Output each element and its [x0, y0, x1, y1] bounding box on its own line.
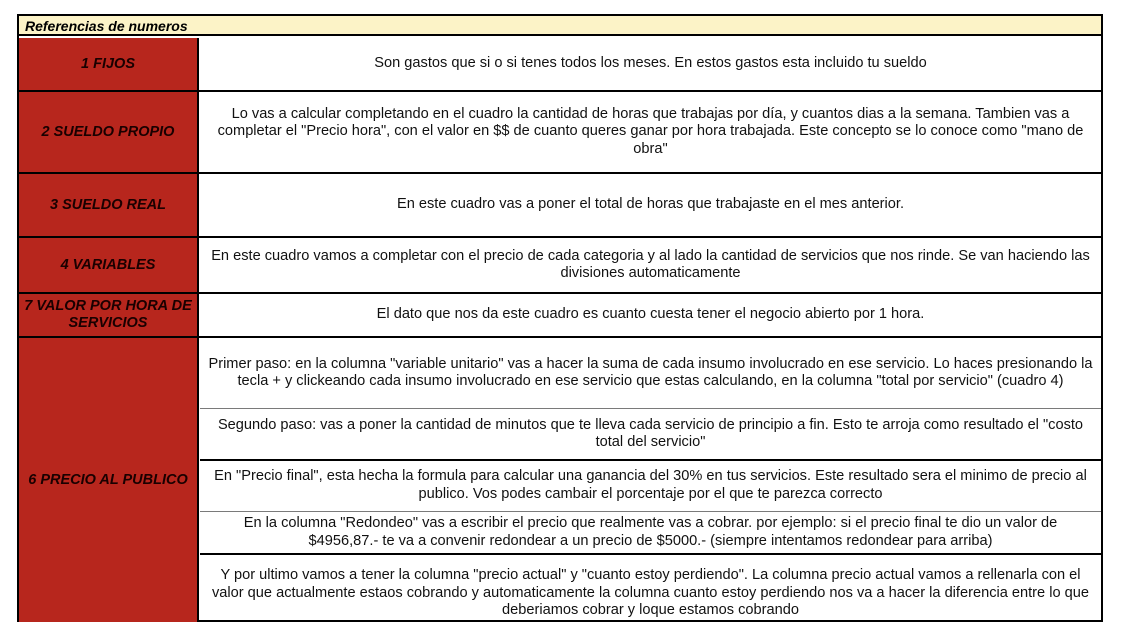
- row-desc-sueldo-real: En este cuadro vas a poner el total de horas que trabajaste en el mes anterior.: [396, 196, 905, 213]
- row-desc-variables: En este cuadro vamos a completar con el precio de cada categoria y al lado la cantidad de servicios que nos rinde. Se van haciendo las divisiones automaticamente: [211, 247, 1090, 281]
- row-label-fijos: 1 FIJOS: [81, 55, 135, 72]
- column-divider: [197, 38, 199, 622]
- step-desc-5: Y por ultimo vamos a tener la columna "precio actual" y "cuanto estoy perdiendo". La columna precio actual vamos a rellenarla con el valor que actualmente estaos cobrando y automaticamente la columna cuanto estoy perdiendo nos va a hacer la diferencia entre lo que deberiamos cobrar y loque estamos cobrando: [212, 567, 1089, 618]
- step-separator: [200, 553, 1101, 555]
- step-desc-3: En "Precio final", esta hecha la formula para calcular una ganancia del 30% en tus servicios. Este resultado sera el minimo de precio al publico. Vos podes cambair el porcentaje por el que te parezca correcto: [214, 468, 1087, 502]
- row-label-valor-por-hora: 7 VALOR POR HORA DE SERVICIOS: [24, 298, 192, 331]
- reference-table: [17, 14, 1103, 622]
- row-desc-sueldo-propio: Lo vas a calcular completando en el cuadro la cantidad de horas que trabajas por día, y cuantos dias a la semana. Tambien vas a completar el "Precio hora", con el valor en $$ de cuanto queres ganar por hora trabajada. Este concepto se lo conoce como "mano de obra": [217, 105, 1084, 157]
- step-desc-1: Primer paso: en la columna "variable unitario" vas a hacer la suma de cada insumo involucrado en ese servicio. Lo haces presionando la tecla + y clickeando cada insumo involucrado en ese servicio que estas calculando, en la columna "total por servicio" (cuadro 4): [208, 355, 1093, 389]
- row-label-variables: 4 VARIABLES: [60, 256, 156, 273]
- row-label-precio-al-publico: 6 PRECIO AL PUBLICO: [28, 471, 188, 488]
- step-desc-4: En la columna "Redondeo" vas a escribir el precio que realmente vas a cobrar. por ejemplo: si el precio final te dio un valor de $4956,87.- te va a convenir redondear a un precio de $5000.- (siempre intentamos redondear para arriba): [243, 515, 1058, 549]
- row-desc-fijos: Son gastos que si o si tenes todos los meses. En estos gastos esta incluido tu sueldo: [374, 55, 927, 72]
- row-label-sueldo-real: 3 SUELDO REAL: [49, 196, 166, 213]
- row-label-sueldo-propio: 2 SUELDO PROPIO: [41, 123, 175, 140]
- row-desc-valor-por-hora: El dato que nos da este cuadro es cuanto cuesta tener el negocio abierto por 1 hora.: [376, 306, 925, 323]
- step-desc-2: Segundo paso: vas a poner la cantidad de minutos que te lleva cada servicio de principio a fin. Esto te arroja como resultado el "costo total del servicio": [217, 416, 1084, 450]
- table-title: Referencias de numeros: [19, 16, 1101, 36]
